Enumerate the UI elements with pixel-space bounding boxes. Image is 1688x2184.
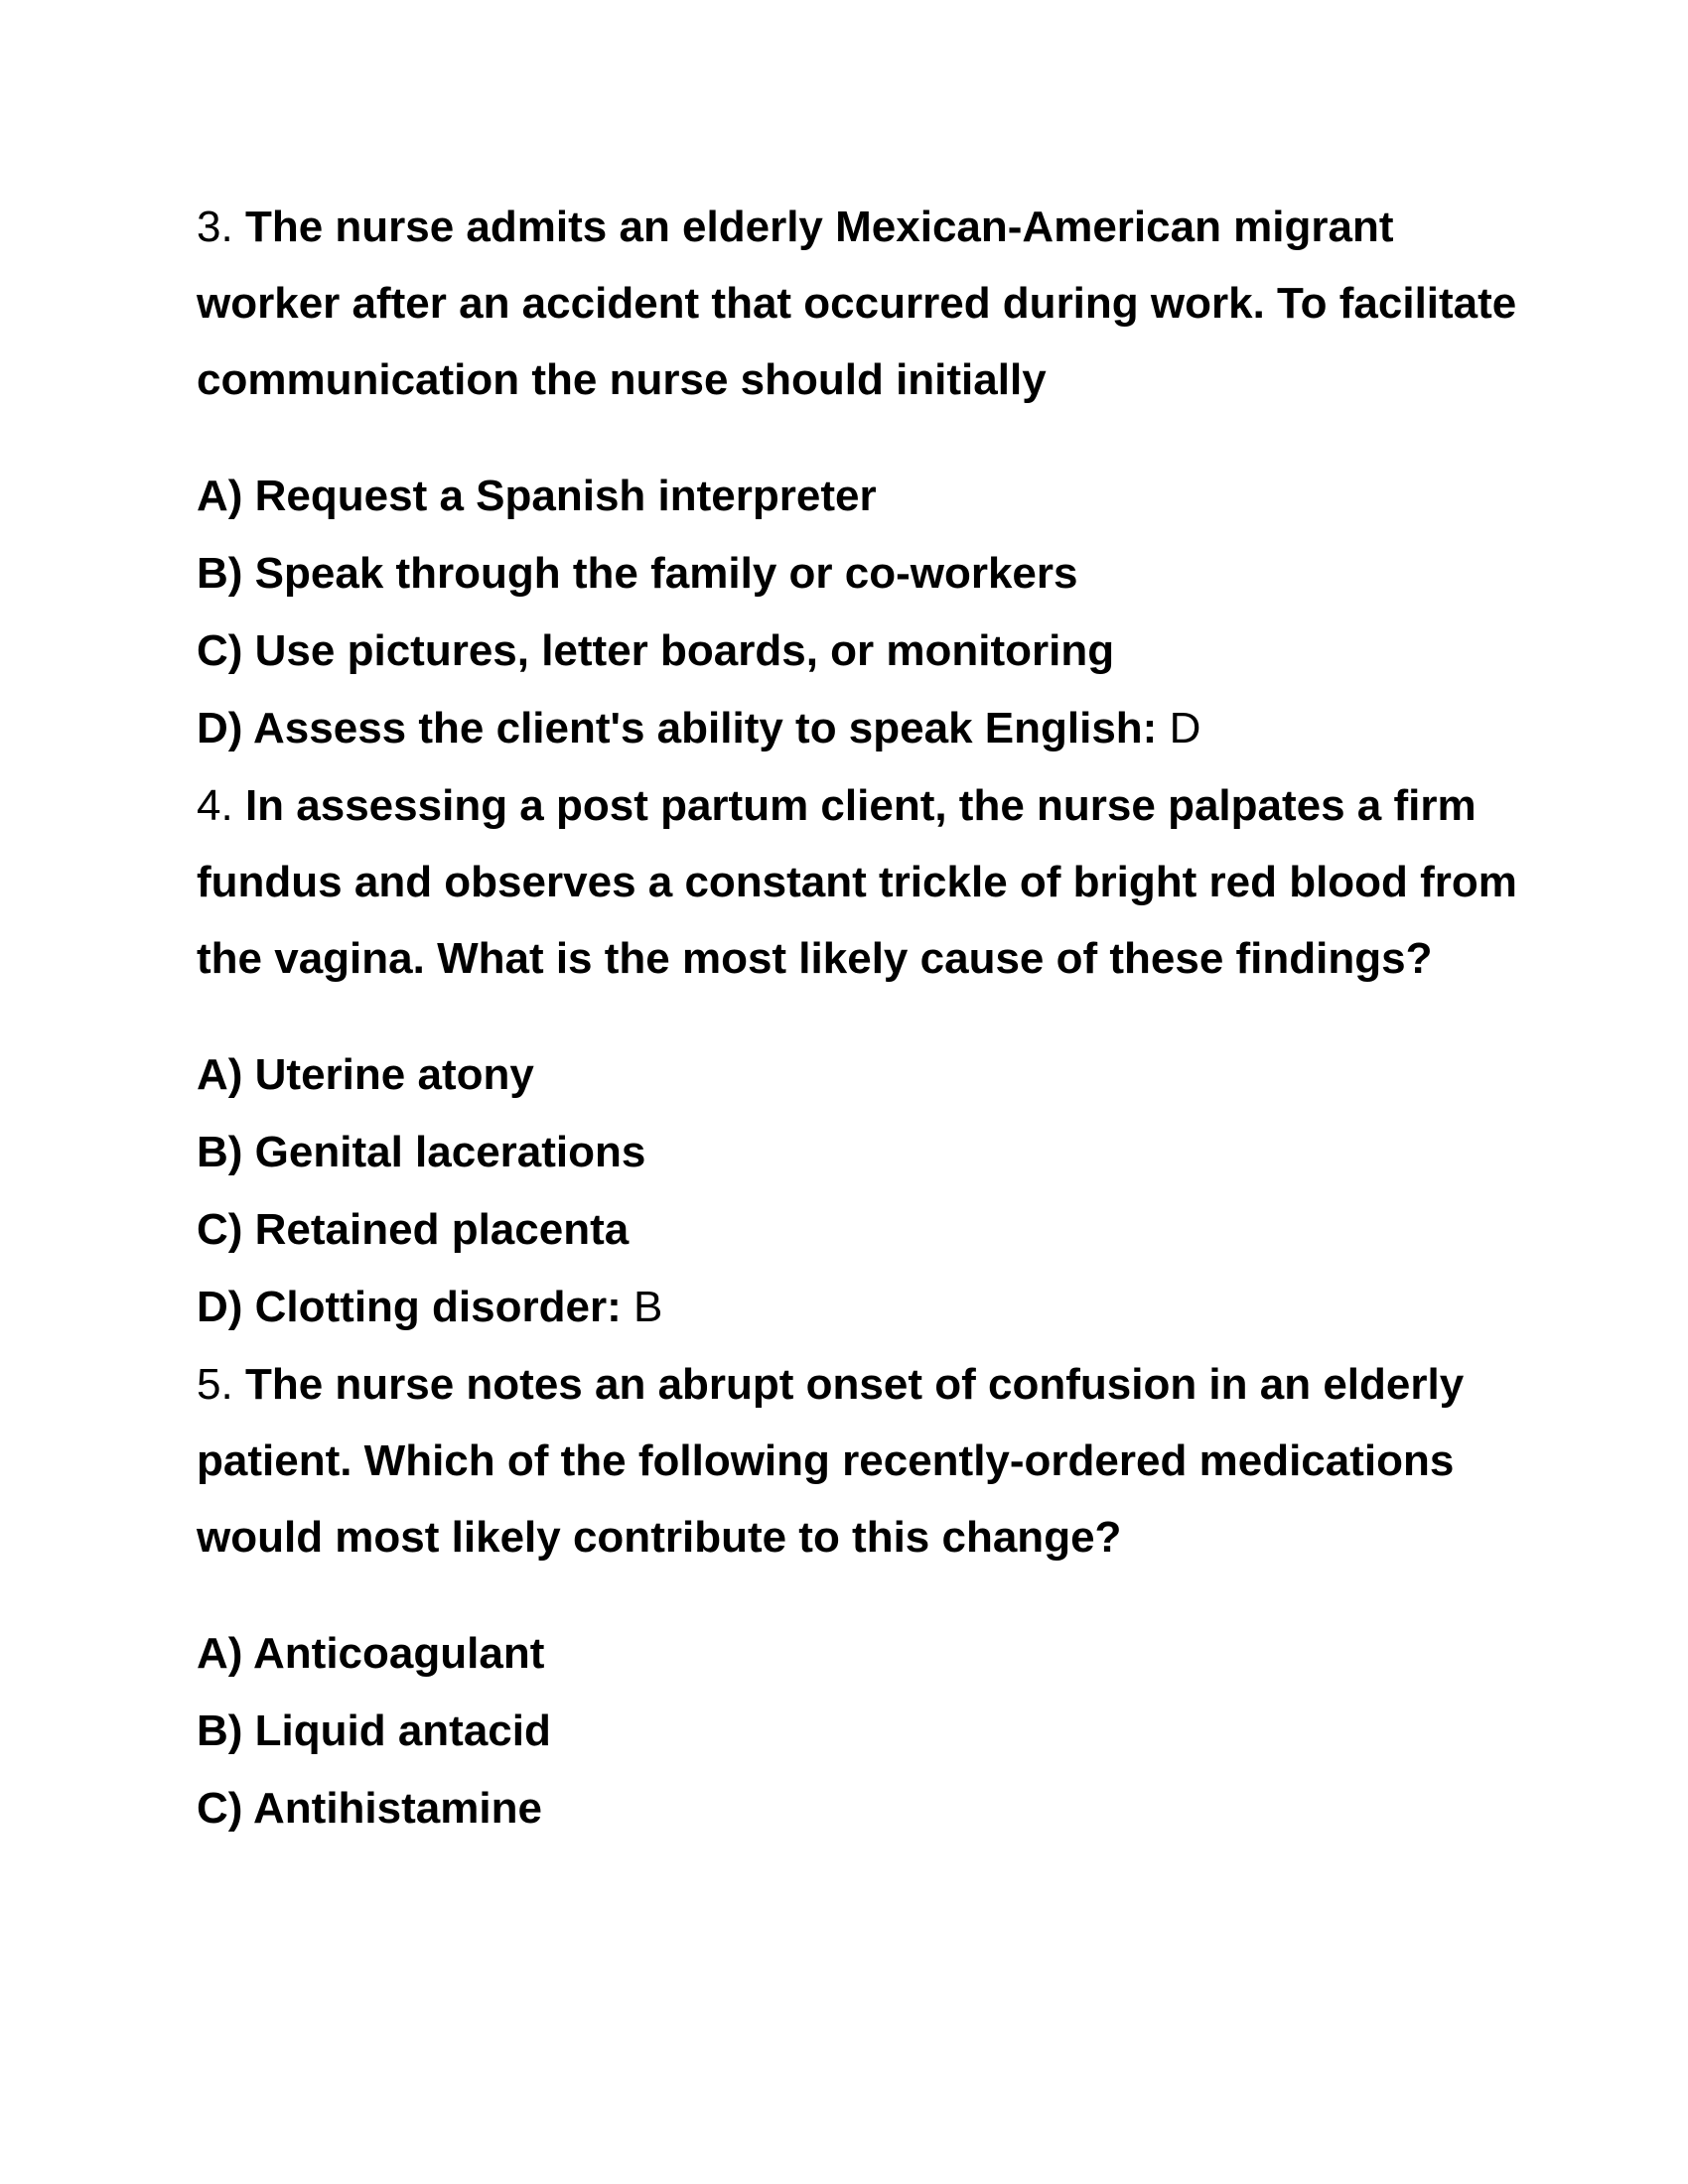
question-number: 3. [197, 203, 233, 251]
question-4 [197, 767, 1527, 1346]
option-a: A) Anticoagulant [197, 1629, 545, 1678]
answer-key: D [1169, 704, 1201, 752]
answer-options [197, 1615, 1527, 1847]
option-c: C) Antihistamine [197, 1784, 542, 1833]
option-b: B) Liquid antacid [197, 1706, 551, 1755]
question-stem [197, 1346, 1527, 1575]
answer-key: B [633, 1283, 663, 1331]
option-a: A) Request a Spanish interpreter [197, 472, 877, 520]
option-d-text: D) Assess the client's ability to speak English: [197, 704, 1158, 752]
question-stem [197, 189, 1527, 418]
option-c: C) Retained placenta [197, 1205, 630, 1254]
question-text: The nurse admits an elderly Mexican-American migrant worker after an accident that occurred during work. To facilitate communication the nurse should initially [197, 203, 1517, 404]
option-b: B) Speak through the family or co-workers [197, 549, 1078, 598]
option-a: A) Uterine atony [197, 1050, 534, 1099]
option-d [197, 1269, 1527, 1346]
question-text: The nurse notes an abrupt onset of confusion in an elderly patient. Which of the following recently-ordered medications would most likely contribute to this change? [197, 1360, 1465, 1562]
question-stem [197, 767, 1527, 997]
question-3 [197, 189, 1527, 767]
option-b: B) Genital lacerations [197, 1128, 646, 1176]
option-c: C) Use pictures, letter boards, or monitoring [197, 626, 1115, 675]
document-page [197, 189, 1527, 1847]
question-text: In assessing a post partum client, the nurse palpates a firm fundus and observes a constant trickle of bright red blood from the vagina. What is the most likely cause of these findings? [197, 781, 1517, 983]
question-5 [197, 1346, 1527, 1847]
answer-options [197, 1036, 1527, 1346]
option-d [197, 690, 1527, 767]
question-number: 5. [197, 1360, 233, 1409]
question-number: 4. [197, 781, 233, 830]
answer-options [197, 458, 1527, 767]
option-d-text: D) Clotting disorder: [197, 1283, 622, 1331]
